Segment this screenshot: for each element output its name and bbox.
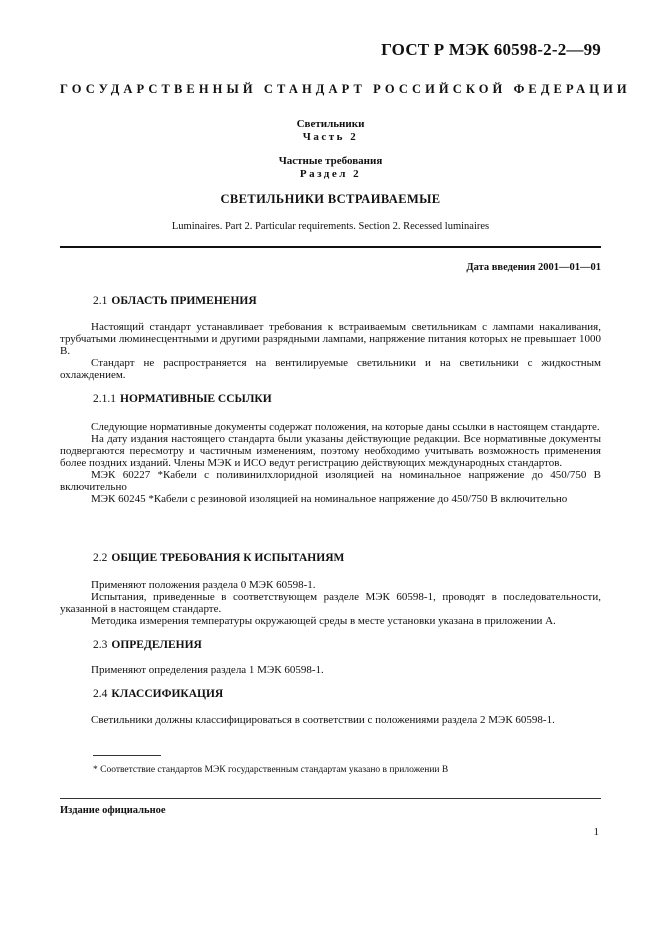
section-heading-2-4 [93, 688, 223, 700]
section-title: ОПРЕДЕЛЕНИЯ [111, 639, 202, 651]
paragraph: Применяют положения раздела 0 МЭК 60598-1. [91, 579, 316, 591]
title-section: Раздел 2 [299, 168, 362, 180]
section-body-2-1 [60, 321, 601, 381]
section-title: КЛАССИФИКАЦИЯ [111, 688, 224, 700]
paragraph: МЭК 60227 *Кабели с поливинилхлоридной изоляцией на номинальное напряжение до 450/750 В включительно [60, 469, 601, 493]
section-body-2-3 [60, 664, 601, 676]
section-body-2-2 [60, 579, 601, 627]
paragraph: Следующие нормативные документы содержат положения, на которые даны ссылки в настоящем стандарте. [91, 421, 600, 433]
section-title: НОРМАТИВНЫЕ ССЫЛКИ [120, 393, 272, 405]
english-title: Luminaires. Part 2. Particular requirements. Section 2. Recessed luminaires [171, 221, 490, 232]
footnote-separator [93, 755, 161, 756]
paragraph: На дату издания настоящего стандарта были указаны действующие редакции. Все нормативные документы подвергаются пересмотру и частичным изменениям, поэтому необходимо учитывать возможность применения более поздних изданий. Члены МЭК и ИСО ведут регистрацию действующих международных стандартов. [60, 433, 601, 469]
paragraph: Испытания, приведенные в соответствующем разделе МЭК 60598-1, проводят в последовательности, указанной в настоящем стандарте. [60, 591, 601, 615]
document-code: ГОСТ Р МЭК 60598-2-2—99 [381, 40, 601, 59]
paragraph: Применяют определения раздела 1 МЭК 60598-1. [91, 664, 324, 676]
footnote: * Соответствие стандартов МЭК государственным стандартам указано в приложении В [93, 765, 449, 775]
paragraph: Светильники должны классифицироваться в соответствии с положениями раздела 2 МЭК 60598-1. [91, 714, 555, 726]
paragraph: Стандарт не распространяется на вентилируемые светильники и на светильники с жидкостным охлаждением. [60, 357, 601, 381]
section-number: 2.1.1 [93, 393, 116, 405]
title-rule [60, 246, 601, 248]
paragraph: МЭК 60245 *Кабели с резиновой изоляцией на номинальное напряжение до 450/750 В включительно [91, 493, 568, 505]
section-heading-2-1 [93, 295, 257, 307]
section-number: 2.4 [93, 688, 108, 700]
section-heading-2-2 [93, 552, 344, 564]
section-heading-2-1-1 [93, 393, 272, 405]
title-luminaires: Светильники [296, 118, 365, 130]
state-standard-heading: ГОСУДАРСТВЕННЫЙ СТАНДАРТ РОССИЙСКОЙ ФЕДЕРАЦИИ [60, 82, 631, 96]
edition-label: Издание официальное [60, 805, 166, 816]
section-heading-2-3 [93, 639, 202, 651]
main-title: СВЕТИЛЬНИКИ ВСТРАИВАЕМЫЕ [220, 192, 441, 206]
section-body-2-1-1 [60, 421, 601, 505]
paragraph: Методика измерения температуры окружающей среды в месте установки указана в приложении А. [91, 615, 556, 627]
section-number: 2.3 [93, 639, 108, 651]
section-number: 2.2 [93, 552, 108, 564]
title-particular: Частные требования [278, 155, 383, 167]
title-part: Часть 2 [302, 131, 359, 143]
section-title: ОБЩИЕ ТРЕБОВАНИЯ К ИСПЫТАНИЯМ [111, 552, 345, 564]
section-title: ОБЛАСТЬ ПРИМЕНЕНИЯ [111, 295, 257, 307]
introduction-date: Дата введения 2001—01—01 [466, 262, 601, 273]
footer-rule [60, 798, 601, 799]
section-body-2-4 [60, 714, 601, 726]
page-number: 1 [593, 826, 599, 838]
paragraph: Настоящий стандарт устанавливает требования к встраиваемым светильникам с лампами накаливания, трубчатыми люминесцентными и другими разрядными лампами, напряжение питания которых не превышает 1000 В. [60, 321, 601, 357]
section-number: 2.1 [93, 295, 108, 307]
